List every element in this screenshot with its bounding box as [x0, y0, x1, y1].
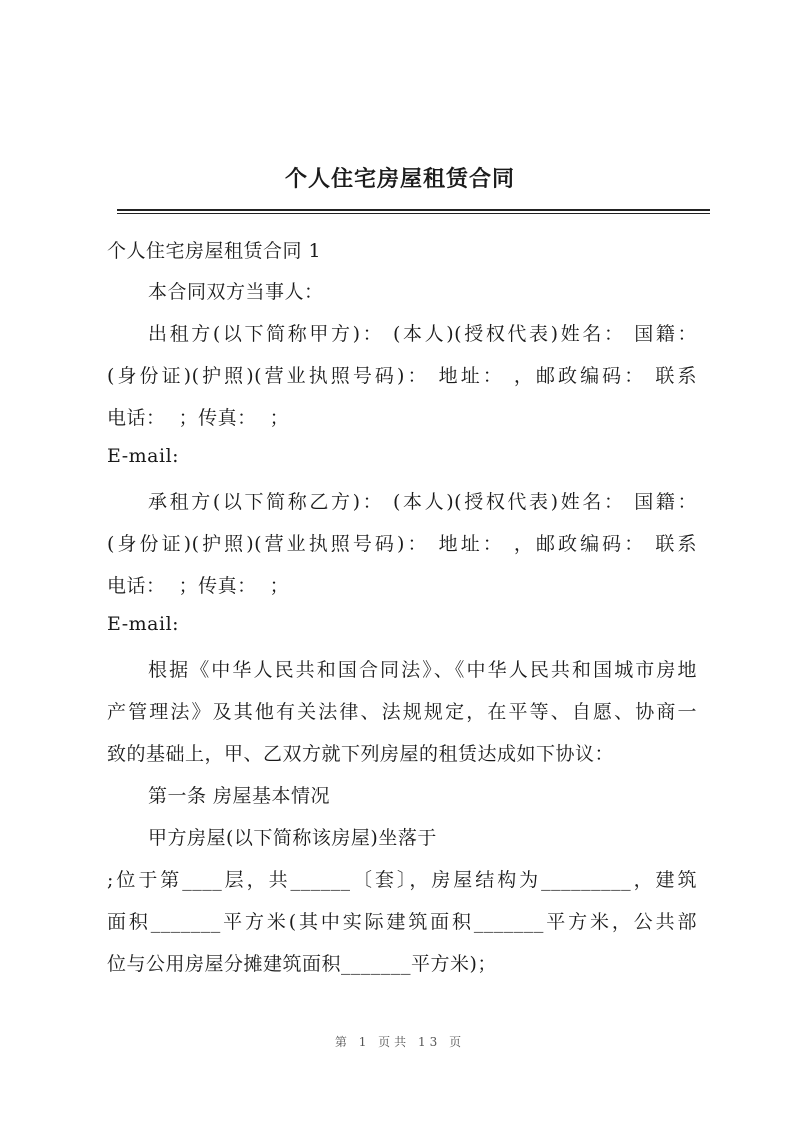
article-heading: 第一条 房屋基本情况	[148, 785, 331, 807]
page-number: 第 1 页共 13 页	[334, 1035, 466, 1049]
title-divider	[117, 209, 710, 214]
paragraph-line: E-mail:	[107, 613, 180, 635]
paragraph-line: 承租方(以下简称乙方)： (本人)(授权代表)姓名： 国籍：	[148, 491, 697, 513]
paragraph-line: 面积_______平方米(其中实际建筑面积_______平方米，公共部	[107, 911, 697, 933]
paragraph-line: ;位于第____层，共______〔套〕，房屋结构为_________，建筑	[107, 869, 697, 891]
paragraph-line: E-mail:	[107, 445, 180, 467]
paragraph-line: 根据《中华人民共和国合同法》、《中华人民共和国城市房地	[148, 659, 697, 681]
paragraph-line: 电话： ；传真： ；	[107, 575, 290, 597]
paragraph-line: 产管理法》及其他有关法律、法规规定，在平等、自愿、协商一	[107, 701, 697, 723]
paragraph-line: (身份证)(护照)(营业执照号码)： 地址： ，邮政编码： 联系	[107, 533, 697, 555]
paragraph-line: 位与公用房屋分摊建筑面积_______平方米)；	[107, 953, 497, 975]
section-heading: 个人住宅房屋租赁合同 1	[107, 240, 322, 262]
paragraph-line: 本合同双方当事人：	[148, 281, 324, 303]
paragraph-line: 电话： ；传真： ；	[107, 407, 290, 429]
paragraph-line: 致的基础上，甲、乙双方就下列房屋的租赁达成如下协议：	[107, 743, 615, 765]
paragraph-line: (身份证)(护照)(营业执照号码)： 地址： ，邮政编码： 联系	[107, 365, 697, 387]
paragraph-line: 出租方(以下简称甲方)： (本人)(授权代表)姓名： 国籍：	[148, 323, 697, 345]
paragraph-line: 甲方房屋(以下简称该房屋)坐落于	[148, 827, 437, 849]
document-title: 个人住宅房屋租赁合同	[284, 166, 515, 192]
